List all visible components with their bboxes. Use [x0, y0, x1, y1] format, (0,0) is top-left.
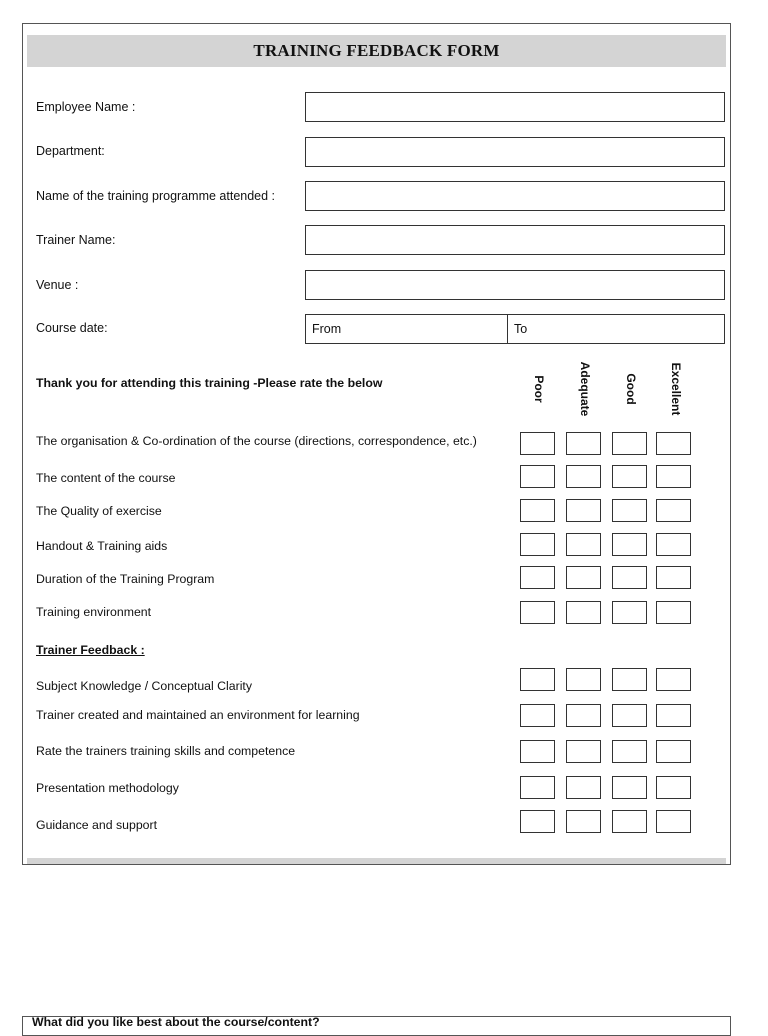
rating-header-poor: Poor: [532, 375, 546, 403]
employee-name-field[interactable]: [305, 92, 725, 122]
rating-checkbox-poor[interactable]: [520, 432, 555, 455]
rating-header-adequate: Adequate: [578, 361, 592, 417]
rating-checkbox-good[interactable]: [612, 601, 647, 624]
rating-checkbox-excellent[interactable]: [656, 810, 691, 833]
programme-field[interactable]: [305, 181, 725, 211]
department-field[interactable]: [305, 137, 725, 167]
employee-name-label: Employee Name :: [36, 100, 136, 114]
rating-checkbox-adequate[interactable]: [566, 499, 601, 522]
next-question-label: What did you like best about the course/content?: [32, 1015, 320, 1029]
rating-checkbox-excellent[interactable]: [656, 465, 691, 488]
rating-checkbox-poor[interactable]: [520, 668, 555, 691]
rating-checkbox-good[interactable]: [612, 499, 647, 522]
programme-label: Name of the training programme attended :: [36, 189, 276, 203]
rating-checkbox-excellent[interactable]: [656, 601, 691, 624]
rating-intro: Thank you for attending this training -Please rate the below: [36, 376, 383, 390]
rating-checkbox-excellent[interactable]: [656, 776, 691, 799]
rating-header-excellent: Excellent: [669, 362, 683, 416]
trainer-name-field[interactable]: [305, 225, 725, 255]
trainer-item-label: Guidance and support: [36, 818, 158, 832]
rating-checkbox-excellent[interactable]: [656, 740, 691, 763]
trainer-name-label: Trainer Name:: [36, 233, 116, 247]
rating-checkbox-adequate[interactable]: [566, 776, 601, 799]
rating-checkbox-adequate[interactable]: [566, 533, 601, 556]
rating-checkbox-adequate[interactable]: [566, 810, 601, 833]
rating-checkbox-excellent[interactable]: [656, 566, 691, 589]
venue-label: Venue :: [36, 278, 79, 292]
rating-checkbox-adequate[interactable]: [566, 566, 601, 589]
date-to-field[interactable]: To: [507, 314, 725, 344]
course-item-label: The organisation & Co-ordination of the course (directions, correspondence, etc.): [36, 434, 477, 448]
course-item-label: The content of the course: [36, 471, 176, 485]
trainer-item-label: Presentation methodology: [36, 781, 179, 795]
rating-checkbox-excellent[interactable]: [656, 499, 691, 522]
rating-header-good: Good: [624, 373, 638, 405]
rating-checkbox-poor[interactable]: [520, 601, 555, 624]
rating-checkbox-good[interactable]: [612, 668, 647, 691]
rating-checkbox-adequate[interactable]: [566, 668, 601, 691]
rating-checkbox-poor[interactable]: [520, 533, 555, 556]
rating-checkbox-good[interactable]: [612, 533, 647, 556]
rating-checkbox-poor[interactable]: [520, 776, 555, 799]
course-item-label: Duration of the Training Program: [36, 572, 215, 586]
form-bottom-bar: [27, 858, 726, 864]
rating-checkbox-good[interactable]: [612, 740, 647, 763]
rating-checkbox-excellent[interactable]: [656, 668, 691, 691]
rating-checkbox-poor[interactable]: [520, 810, 555, 833]
rating-checkbox-poor[interactable]: [520, 740, 555, 763]
rating-checkbox-adequate[interactable]: [566, 465, 601, 488]
trainer-item-label: Subject Knowledge / Conceptual Clarity: [36, 679, 253, 693]
course-item-label: Training environment: [36, 605, 152, 619]
rating-checkbox-poor[interactable]: [520, 465, 555, 488]
rating-checkbox-poor[interactable]: [520, 566, 555, 589]
rating-checkbox-adequate[interactable]: [566, 432, 601, 455]
date-from-field[interactable]: From: [305, 314, 508, 344]
trainer-feedback-title: Trainer Feedback :: [36, 643, 145, 657]
rating-checkbox-adequate[interactable]: [566, 704, 601, 727]
course-item-label: Handout & Training aids: [36, 539, 168, 553]
rating-checkbox-excellent[interactable]: [656, 704, 691, 727]
rating-checkbox-good[interactable]: [612, 810, 647, 833]
trainer-item-label: Rate the trainers training skills and competence: [36, 744, 296, 758]
rating-checkbox-excellent[interactable]: [656, 432, 691, 455]
rating-checkbox-adequate[interactable]: [566, 601, 601, 624]
rating-checkbox-good[interactable]: [612, 776, 647, 799]
rating-checkbox-poor[interactable]: [520, 704, 555, 727]
rating-checkbox-poor[interactable]: [520, 499, 555, 522]
rating-checkbox-adequate[interactable]: [566, 740, 601, 763]
rating-checkbox-good[interactable]: [612, 566, 647, 589]
rating-checkbox-good[interactable]: [612, 465, 647, 488]
rating-checkbox-excellent[interactable]: [656, 533, 691, 556]
form-title: TRAINING FEEDBACK FORM: [27, 35, 726, 67]
course-date-label: Course date:: [36, 321, 108, 335]
course-item-label: The Quality of exercise: [36, 504, 162, 518]
department-label: Department:: [36, 144, 105, 158]
rating-checkbox-good[interactable]: [612, 432, 647, 455]
venue-field[interactable]: [305, 270, 725, 300]
trainer-item-label: Trainer created and maintained an environment for learning: [36, 708, 360, 722]
rating-checkbox-good[interactable]: [612, 704, 647, 727]
